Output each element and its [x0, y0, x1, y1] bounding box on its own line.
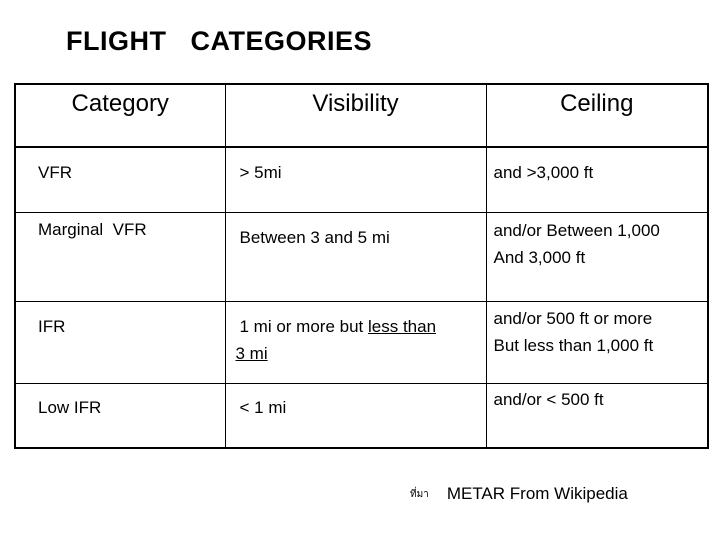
header-category: Category	[15, 84, 225, 147]
visibility-value: > 5mi	[239, 163, 282, 182]
flight-categories-table	[14, 83, 709, 449]
ceiling-line: And 3,000 ft	[493, 247, 586, 267]
source-citation	[410, 484, 628, 504]
category-cell	[15, 301, 225, 383]
visibility-underlined-text: less than	[368, 316, 437, 336]
header-ceiling: Ceiling	[486, 84, 708, 147]
category-value: Marginal VFR	[38, 219, 147, 239]
ceiling-cell	[486, 147, 708, 212]
category-cell	[15, 212, 225, 301]
source-text: METAR From Wikipedia	[446, 484, 628, 503]
ceiling-line: But less than 1,000 ft	[493, 335, 654, 355]
ceiling-cell	[486, 301, 708, 383]
category-value: VFR	[38, 163, 72, 182]
visibility-cell	[225, 301, 486, 383]
visibility-cell	[225, 212, 486, 301]
visibility-value: Between 3 and 5 mi	[239, 227, 390, 247]
table-header-row	[15, 84, 708, 147]
ceiling-cell	[486, 212, 708, 301]
visibility-cell	[225, 147, 486, 212]
table-row	[15, 301, 708, 383]
table-row	[15, 212, 708, 301]
table-row	[15, 383, 708, 448]
category-value: IFR	[38, 316, 66, 336]
category-cell	[15, 383, 225, 448]
category-value: Low IFR	[38, 397, 102, 417]
source-label: ที่มา	[410, 489, 429, 500]
table-row	[15, 147, 708, 212]
visibility-value: < 1 mi	[239, 397, 287, 417]
ceiling-cell	[486, 383, 708, 448]
visibility-cell	[225, 383, 486, 448]
ceiling-line: and/or 500 ft or more	[493, 308, 653, 328]
header-visibility: Visibility	[225, 84, 486, 147]
ceiling-value: and >3,000 ft	[493, 163, 594, 182]
ceiling-value: and/or < 500 ft	[493, 389, 604, 409]
visibility-value: 1 mi or more but	[239, 316, 368, 336]
category-cell	[15, 147, 225, 212]
ceiling-line: and/or Between 1,000	[493, 220, 660, 240]
slide-title: FLIGHT CATEGORIES	[66, 26, 372, 56]
visibility-underlined-text: 3 mi	[235, 343, 268, 363]
